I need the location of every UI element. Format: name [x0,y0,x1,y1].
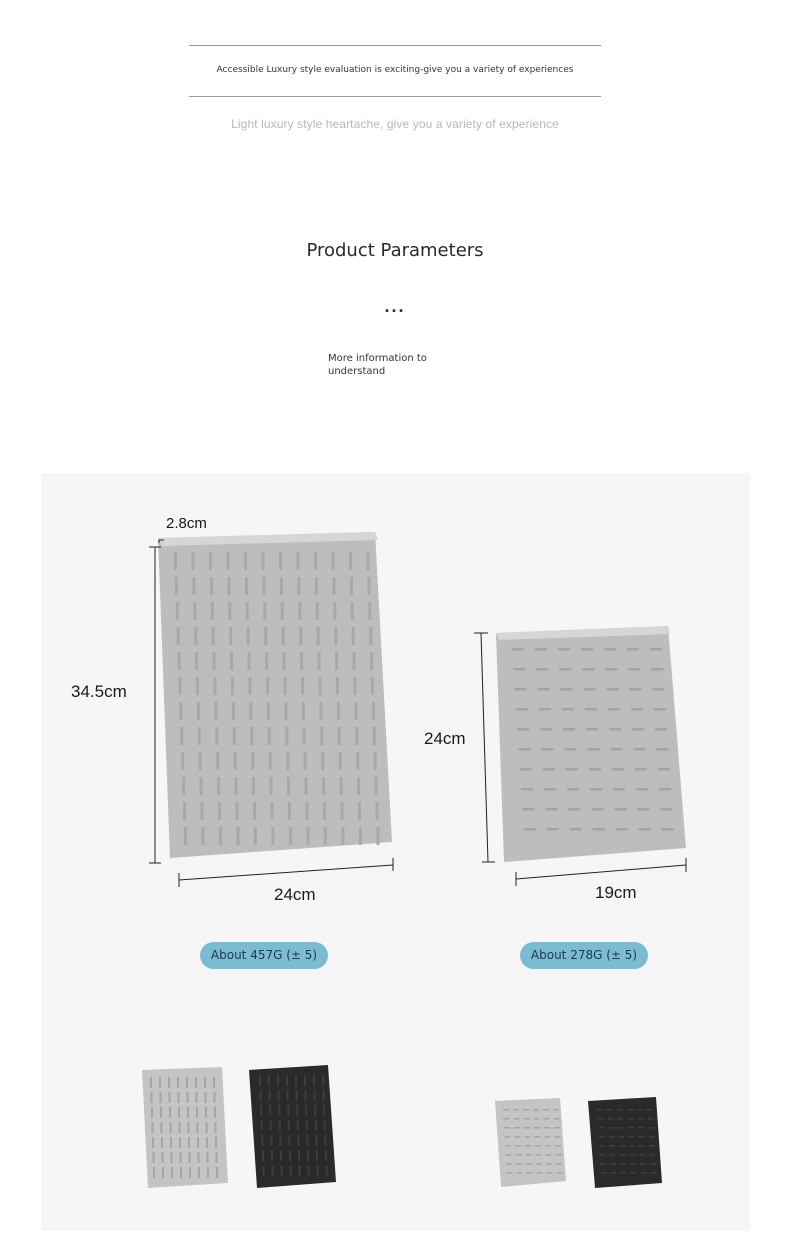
tray-slot [196,1107,198,1118]
tray-slot [268,1075,270,1086]
tray-slot [206,1137,208,1148]
tray-slot [286,1075,288,1086]
tray-slot [619,1145,625,1147]
tray-slot [598,1127,604,1129]
tray-slot [517,1172,523,1174]
tray-slot [600,1163,606,1165]
small-weight-badge: About 278G (± 5) [520,942,648,969]
tray-slot [323,1090,325,1101]
tray-slot [195,1077,197,1088]
tray-slot [514,1118,520,1120]
large-gray-variant [140,1065,235,1190]
tray-slot [639,1145,645,1147]
tray-slot [277,1075,279,1086]
tray-slot [600,1154,606,1156]
tray-slot [307,1150,309,1161]
tray-slot [261,1120,263,1131]
subtitle-text: Light luxury style heartache, give you a variety of experience [231,117,559,131]
tray-slot [213,1077,215,1088]
tray-slot [270,1120,272,1131]
tray-slot [323,1105,325,1116]
tray-slot [537,1172,543,1174]
tray-slot [262,1150,264,1161]
tray-slot [535,1145,541,1147]
tray-slot [325,1150,327,1161]
tray-slot [607,1109,613,1111]
tray-slot [598,1118,604,1120]
tray-slot [308,1165,310,1176]
tray-slot [649,1136,655,1138]
tray-slot [503,1109,509,1111]
tray-slot [533,1109,539,1111]
tray-slot [526,1163,532,1165]
tray-slot [641,1172,647,1174]
tray-slot [189,1167,191,1178]
tray-slot [555,1145,561,1147]
tray-slot [536,1163,542,1165]
tray-slot [205,1107,207,1118]
tray-slot [214,1092,216,1103]
tray-slot [179,1137,181,1148]
tray-slot [651,1172,657,1174]
tray-slot [640,1163,646,1165]
tray-slot [188,1137,190,1148]
tray-slot [630,1154,636,1156]
tray-slot [322,1075,324,1086]
tray-slot [160,1107,162,1118]
tray-slot [638,1127,644,1129]
tray-slot [178,1092,180,1103]
tray-slot [524,1118,530,1120]
small-height-label: 24cm [424,729,466,748]
tray-slot [177,1077,179,1088]
tray-slot [546,1154,552,1156]
tray-slot [296,1105,298,1116]
tray-slot [152,1137,154,1148]
tray-slot [609,1136,615,1138]
tray-slot [297,1135,299,1146]
tray-slot [170,1122,172,1133]
tray-slot [207,1152,209,1163]
tray-slot [648,1118,654,1120]
tray-slot [205,1092,207,1103]
tray-slot [619,1136,625,1138]
small-gray-variant [492,1095,572,1190]
tray-slot [506,1163,512,1165]
tray-slot [314,1105,316,1116]
tray-slot [618,1118,624,1120]
tray-slot [298,1150,300,1161]
tray-slot [153,1167,155,1178]
tray-slot [620,1163,626,1165]
tray-slot [525,1136,531,1138]
tray-slot [197,1137,199,1148]
tray-slot [535,1136,541,1138]
tray-slot [557,1172,563,1174]
tray-slot [151,1107,153,1118]
tray-slot [648,1127,654,1129]
tray-slot [515,1136,521,1138]
tray-slot [317,1165,319,1176]
large-dimension-lines [130,535,410,890]
top-divider [189,45,601,46]
tray-slot [168,1077,170,1088]
tray-slot [609,1145,615,1147]
tray-slot [305,1105,307,1116]
tray-slot [555,1136,561,1138]
tray-slot [546,1163,552,1165]
tray-slot [287,1090,289,1101]
tray-slot [525,1145,531,1147]
tray-slot [150,1077,152,1088]
tray-slot [553,1109,559,1111]
tray-slot [279,1135,281,1146]
tray-slot [544,1127,550,1129]
tray-slot [326,1165,328,1176]
tray-slot [290,1165,292,1176]
tray-slot [288,1120,290,1131]
tray-slot [649,1145,655,1147]
tray-slot [597,1109,603,1111]
tray-slot [270,1135,272,1146]
tray-slot [162,1152,164,1163]
tray-slot [278,1090,280,1101]
tray-slot [523,1109,529,1111]
tray-slot [305,1090,307,1101]
tray-slot [153,1152,155,1163]
more-info-line-2: understand [328,366,386,377]
tray-slot [160,1092,162,1103]
tray-slot [516,1163,522,1165]
tray-slot [272,1165,274,1176]
tray-slot [159,1077,161,1088]
tray-slot [556,1154,562,1156]
tray-slot [186,1077,188,1088]
tray-slot [306,1120,308,1131]
large-height-label: 34.5cm [71,682,127,701]
bottom-divider [189,96,601,97]
tray-slot [188,1122,190,1133]
tray-slot [197,1122,199,1133]
tray-slot [171,1167,173,1178]
tray-slot [297,1120,299,1131]
tray-slot [534,1118,540,1120]
tray-slot [215,1122,217,1133]
tray-slot [169,1092,171,1103]
tray-slot [295,1075,297,1086]
tray-slot [216,1167,218,1178]
tray-slot [314,1090,316,1101]
tray-slot [287,1105,289,1116]
tray-slot [506,1154,512,1156]
tray-slot [315,1120,317,1131]
tray-slot [169,1107,171,1118]
tray-slot [547,1172,553,1174]
tray-slot [647,1109,653,1111]
tray-slot [269,1105,271,1116]
tray-slot [639,1136,645,1138]
tray-slot [179,1122,181,1133]
tray-slot [187,1092,189,1103]
tray-slot [608,1118,614,1120]
tray-slot [189,1152,191,1163]
tray-slot [263,1165,265,1176]
more-info-line-1: More information to [328,353,427,364]
small-black-variant [585,1095,665,1190]
tray-slot [180,1167,182,1178]
tray-slot [198,1167,200,1178]
tray-slot [618,1127,624,1129]
tray-slot [198,1152,200,1163]
tray-slot [629,1136,635,1138]
ellipsis-decoration: ... [384,296,406,316]
tray-slot [599,1145,605,1147]
small-width-label: 19cm [595,883,637,902]
tray-slot [505,1136,511,1138]
tray-slot [610,1154,616,1156]
tray-slot [507,1172,513,1174]
tray-slot [161,1137,163,1148]
tray-slot [269,1090,271,1101]
tray-slot [504,1118,510,1120]
tray-slot [296,1090,298,1101]
tray-slot [279,1120,281,1131]
tray-slot [545,1136,551,1138]
small-dimension-lines [460,625,700,890]
tray-slot [515,1145,521,1147]
tray-slot [640,1154,646,1156]
tray-slot [207,1167,209,1178]
tray-slot [324,1120,326,1131]
tray-slot [610,1163,616,1165]
tray-slot [544,1118,550,1120]
tray-slot [601,1172,607,1174]
tray-slot [545,1145,551,1147]
tray-slot [617,1109,623,1111]
tray-slot [187,1107,189,1118]
tray-slot [630,1163,636,1165]
tray-slot [161,1122,163,1133]
tray-slot [621,1172,627,1174]
tray-slot [171,1152,173,1163]
section-title: Product Parameters [306,240,484,261]
tray-slot [180,1152,182,1163]
tray-slot [554,1118,560,1120]
tray-slot [631,1172,637,1174]
tray-slot [152,1122,154,1133]
tray-slot [650,1154,656,1156]
tray-slot [637,1109,643,1111]
slogan-text: Accessible Luxury style evaluation is exciting-give you a variety of experiences [216,65,574,75]
tray-slot [638,1118,644,1120]
tray-slot [214,1107,216,1118]
tray-slot [543,1109,549,1111]
tray-slot [608,1127,614,1129]
tray-slot [556,1163,562,1165]
tray-slot [196,1092,198,1103]
tray-slot [628,1127,634,1129]
tray-slot [315,1135,317,1146]
large-width-label: 24cm [274,885,316,904]
tray-slot [261,1135,263,1146]
tray-slot [162,1167,164,1178]
tray-slot [514,1127,520,1129]
large-black-variant [245,1063,340,1191]
tray-slot [650,1163,656,1165]
tray-slot [628,1118,634,1120]
more-info-text [328,352,448,378]
tray-slot [536,1154,542,1156]
tray-slot [516,1154,522,1156]
tray-slot [306,1135,308,1146]
tray-slot [316,1150,318,1161]
tray-slot [526,1154,532,1156]
tray-slot [259,1075,261,1086]
tray-slot [278,1105,280,1116]
tray-slot [627,1109,633,1111]
tray-slot [505,1145,511,1147]
tray-slot [299,1165,301,1176]
large-weight-badge: About 457G (± 5) [200,942,328,969]
tray-slot [313,1075,315,1086]
tray-slot [281,1165,283,1176]
tray-slot [170,1137,172,1148]
large-thickness-label: 2.8cm [166,515,207,532]
tray-slot [151,1092,153,1103]
tray-slot [260,1090,262,1101]
tray-slot [280,1150,282,1161]
tray-slot [288,1135,290,1146]
tray-slot [260,1105,262,1116]
tray-slot [611,1172,617,1174]
tray-slot [527,1172,533,1174]
tray-slot [629,1145,635,1147]
tray-slot [215,1137,217,1148]
tray-slot [524,1127,530,1129]
tray-slot [599,1136,605,1138]
tray-slot [304,1075,306,1086]
tray-slot [178,1107,180,1118]
tray-slot [216,1152,218,1163]
tray-slot [620,1154,626,1156]
tray-slot [504,1127,510,1129]
tray-slot [324,1135,326,1146]
tray-slot [204,1077,206,1088]
tray-slot [289,1150,291,1161]
tray-slot [534,1127,540,1129]
tray-slot [271,1150,273,1161]
tray-slot [206,1122,208,1133]
tray-slot [554,1127,560,1129]
tray-slot [513,1109,519,1111]
